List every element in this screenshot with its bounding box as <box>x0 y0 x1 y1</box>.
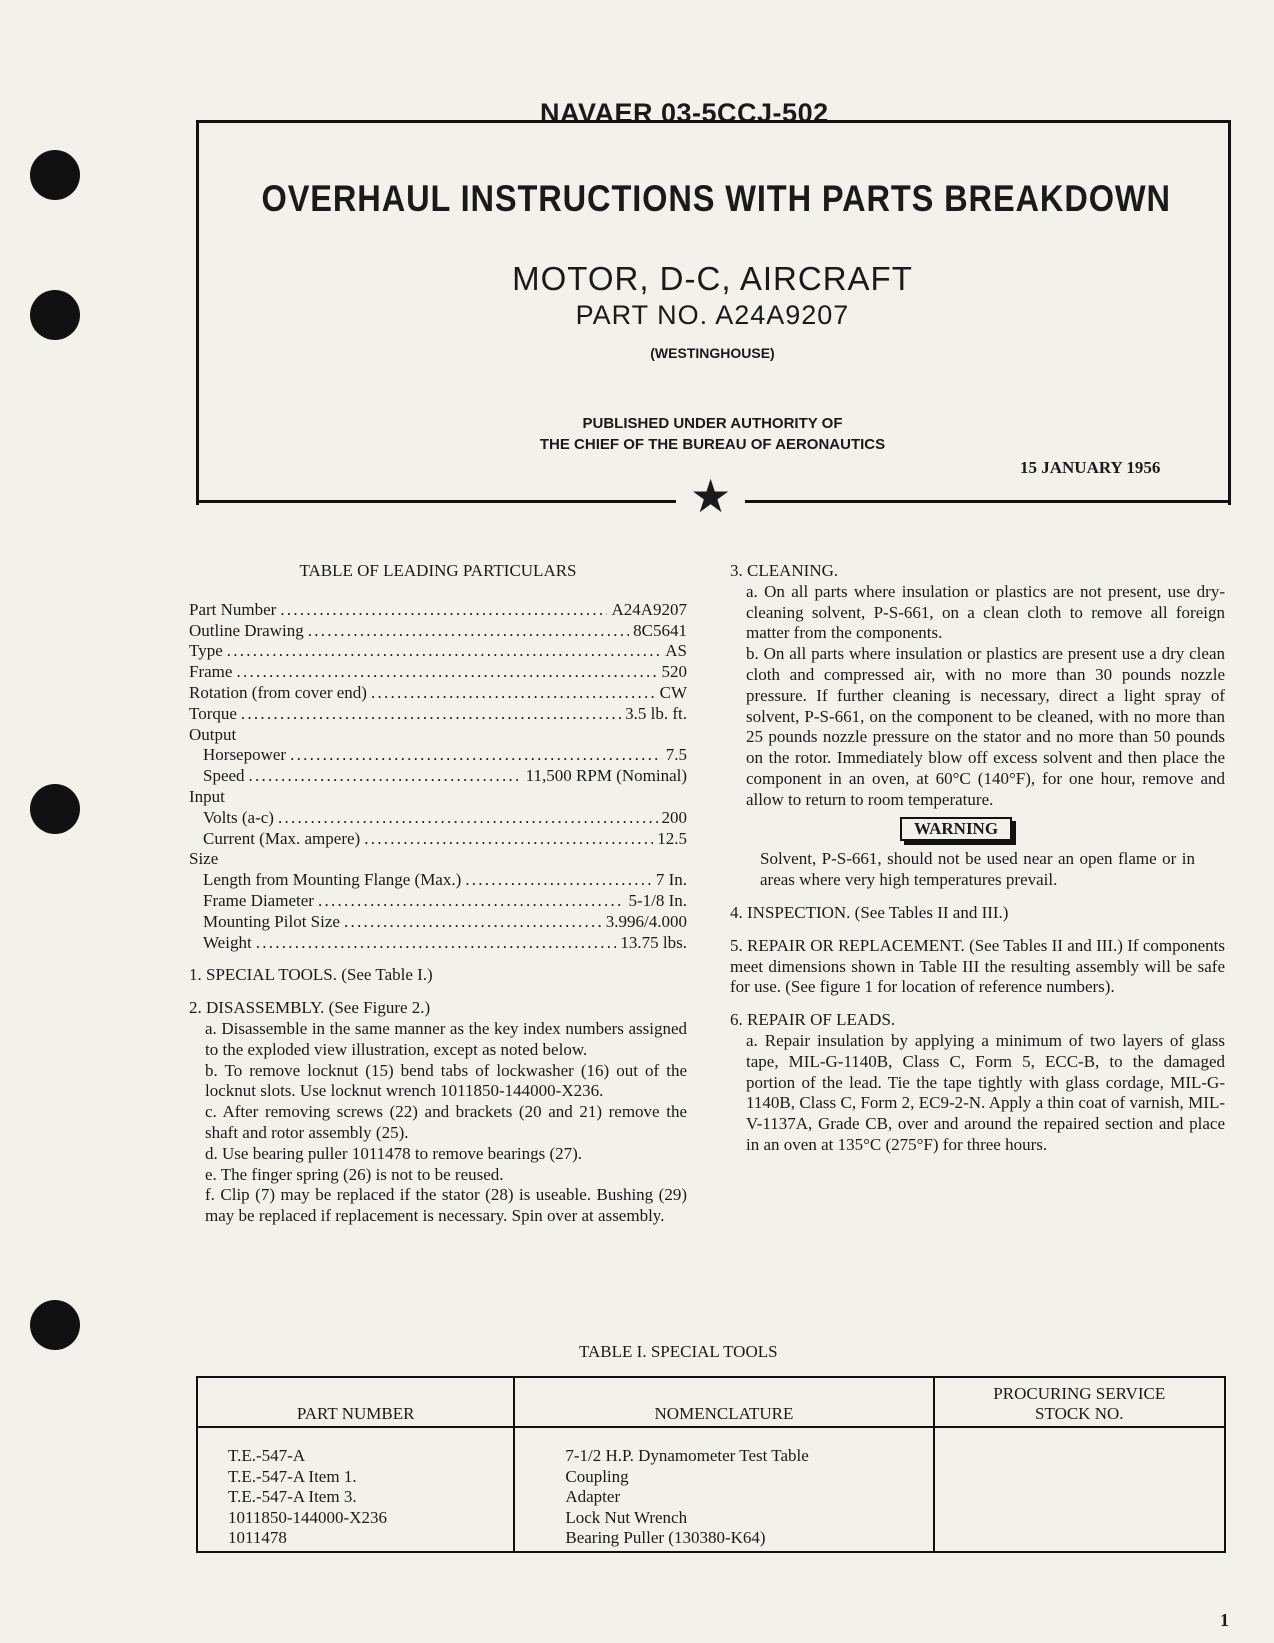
leader-dots <box>364 829 653 850</box>
particulars-value: A24A9207 <box>611 599 687 619</box>
particulars-value: 11,500 RPM (Nominal) <box>525 766 687 786</box>
leader-dots <box>249 766 522 787</box>
tool-nomenclature: 7-1/2 H.P. Dynamometer Test Table <box>565 1446 809 1465</box>
particulars-value: 7.5 <box>665 745 687 765</box>
disassembly-para-b: b. To remove locknut (15) bend tabs of lockwasher (16) out of the locknut slots. Use locknut wrench 1011850-144000-X236. <box>205 1060 687 1101</box>
tool-stock-no <box>965 1446 1216 1467</box>
particulars-value: 7 In. <box>655 870 687 890</box>
particulars-row <box>189 870 687 891</box>
particulars-label: Outline Drawing <box>189 620 304 640</box>
header-stock-no <box>934 1377 1225 1427</box>
leader-dots <box>256 933 617 954</box>
tool-part-number: T.E.-547-A Item 3. <box>228 1487 357 1506</box>
header-nomenclature: NOMENCLATURE <box>514 1377 933 1427</box>
particulars-label: Frame Diameter <box>203 890 314 910</box>
particulars-row <box>189 808 687 829</box>
particulars-row <box>189 829 687 850</box>
particulars-label: Part Number <box>189 599 277 619</box>
title-box-rule-left <box>196 500 676 503</box>
table-caption: TABLE I. SPECIAL TOOLS <box>579 1342 778 1361</box>
particulars-value: 3.996/4.000 <box>605 911 687 931</box>
particulars-value: 520 <box>661 662 687 682</box>
particulars-group-heading: Size <box>189 849 219 869</box>
header-part-number: PART NUMBER <box>197 1377 514 1427</box>
part-number-title: PART NO. A24A9207 <box>575 300 850 330</box>
right-column <box>730 561 1225 1156</box>
particulars-group-heading: Input <box>189 786 225 806</box>
particulars-value: 5-1/8 In. <box>628 890 687 910</box>
tool-part-number: 1011850-144000-X236 <box>228 1507 387 1527</box>
disassembly-para-a: a. Disassemble in the same manner as the key index numbers assigned to the exploded view illustration, except as noted below. <box>205 1018 687 1059</box>
leader-dots <box>308 621 629 642</box>
leading-particulars-list <box>189 600 687 954</box>
tool-nomenclature: Bearing Puller (130380-K64) <box>565 1528 766 1547</box>
section-inspection: 4. INSPECTION. (See Tables II and III.) <box>730 902 1009 922</box>
leading-particulars-title: TABLE OF LEADING PARTICULARS <box>299 561 577 580</box>
disassembly-para-d: d. Use bearing puller 1011478 to remove bearings (27). <box>205 1143 583 1163</box>
part-number-cell <box>197 1427 514 1552</box>
page-number: 1 <box>1220 1610 1229 1630</box>
particulars-value: 13.75 lbs. <box>620 932 687 952</box>
special-tools-table <box>196 1376 1226 1553</box>
leader-dots <box>318 891 625 912</box>
leader-dots <box>280 600 607 621</box>
authority-line-1: PUBLISHED UNDER AUTHORITY OF <box>582 415 843 432</box>
disassembly-para-f: f. Clip (7) may be replaced if the stator (28) is useable. Bushing (29) may be replaced if replacement is necessary. Spin over at assembly. <box>205 1185 687 1226</box>
particulars-label: Frame <box>189 662 233 682</box>
header-stock-line-1: PROCURING SERVICE <box>993 1384 1166 1403</box>
particulars-value: 12.5 <box>657 828 687 848</box>
header-stock-line-2: STOCK NO. <box>1035 1404 1124 1423</box>
tool-part-number: 1011478 <box>228 1528 287 1547</box>
tool-part-number: T.E.-547-A <box>228 1446 306 1465</box>
authority-line-2: THE CHIEF OF THE BUREAU OF AERONAUTICS <box>539 436 886 453</box>
disassembly-para-c: c. After removing screws (22) and brackets (20 and 21) remove the shaft and rotor assembly (25). <box>205 1102 687 1142</box>
binder-hole <box>30 1300 80 1350</box>
title-box-rule-right <box>745 500 1229 503</box>
particulars-row <box>189 704 687 725</box>
leader-dots <box>371 683 656 704</box>
section-repair-leads-heading: 6. REPAIR OF LEADS. <box>730 1010 896 1030</box>
binder-hole <box>30 150 80 200</box>
particulars-row <box>189 662 687 683</box>
particulars-label: Volts (a-c) <box>203 807 274 827</box>
leader-dots <box>227 641 662 662</box>
particulars-row <box>189 891 687 912</box>
leader-dots <box>236 662 657 683</box>
particulars-value: 200 <box>661 807 687 827</box>
document-title: OVERHAUL INSTRUCTIONS WITH PARTS BREAKDOWN <box>261 178 1171 219</box>
particulars-row <box>189 600 687 621</box>
particulars-label: Type <box>189 641 223 661</box>
particulars-value: 8C5641 <box>633 620 687 640</box>
equipment-title: MOTOR, D-C, AIRCRAFT <box>512 260 913 297</box>
tool-stock-no <box>965 1467 1216 1488</box>
tool-part-number: T.E.-547-A Item 1. <box>228 1466 357 1486</box>
particulars-label: Torque <box>189 703 237 723</box>
document-number: NAVAER 03-5CCJ-502 <box>540 98 829 128</box>
particulars-value: AS <box>665 641 687 661</box>
binder-hole <box>30 784 80 834</box>
particulars-label: Mounting Pilot Size <box>203 911 340 931</box>
tool-nomenclature: Coupling <box>565 1466 629 1486</box>
binder-hole <box>30 290 80 340</box>
left-column <box>189 561 687 1227</box>
particulars-label: Horsepower <box>203 745 287 765</box>
particulars-row <box>189 933 687 954</box>
section-repair-replacement: 5. REPAIR OR REPLACEMENT. (See Tables II and III.) If components meet dimensions shown in Table III the resulting assembly will be safe for use. (See figure 1 for location of reference numbers). <box>730 935 1225 997</box>
particulars-value: 3.5 lb. ft. <box>625 703 687 723</box>
tool-stock-no <box>965 1487 1216 1508</box>
leader-dots <box>344 912 602 933</box>
particulars-label: Weight <box>203 932 252 952</box>
particulars-label: Speed <box>203 766 245 786</box>
section-disassembly-heading: 2. DISASSEMBLY. (See Figure 2.) <box>189 998 431 1018</box>
leader-dots <box>465 870 652 891</box>
cleaning-para-a: a. On all parts where insulation or plastics are not present, use dry-cleaning solvent, P-S-661, on a clean cloth to remove all foreign matter from the components. <box>746 581 1225 643</box>
section-special-tools: 1. SPECIAL TOOLS. (See Table I.) <box>189 965 433 985</box>
leader-dots <box>241 704 621 725</box>
particulars-group-heading: Output <box>189 724 237 744</box>
particulars-label: Current (Max. ampere) <box>203 828 361 848</box>
warning-label: WARNING <box>900 817 1012 842</box>
publication-date: 15 JANUARY 1956 <box>1020 458 1161 477</box>
particulars-value: CW <box>659 682 687 702</box>
warning-text: Solvent, P-S-661, should not be used near an open flame or in areas where very high temperatures prevail. <box>760 849 1195 890</box>
tool-nomenclature: Adapter <box>565 1487 621 1506</box>
leader-dots <box>290 745 662 766</box>
repair-leads-para-a: a. Repair insulation by applying a minimum of two layers of glass tape, MIL-G-1140B, Class C, Form 5, ECC-B, to the damaged portion of the lead. Tie the tape tightly with glass cordage, MIL-G-1140B, Class C, Form 2, EC9-2-N. Apply a thin coat of varnish, MIL-V-1137A, Grade CB, over and around the repaired section and place in an oven at 135°C (275°F) for three hours. <box>746 1030 1225 1154</box>
particulars-row <box>189 683 687 704</box>
tool-stock-no <box>965 1528 1216 1549</box>
star-icon: ★ <box>690 469 732 523</box>
tool-stock-no <box>965 1508 1216 1529</box>
particulars-label: Length from Mounting Flange (Max.) <box>203 870 462 890</box>
disassembly-para-e: e. The finger spring (26) is not to be reused. <box>205 1164 504 1184</box>
manufacturer: (WESTINGHOUSE) <box>650 345 775 361</box>
particulars-row <box>189 766 687 787</box>
leader-dots <box>278 808 658 829</box>
particulars-row <box>189 912 687 933</box>
particulars-label: Rotation (from cover end) <box>189 682 367 702</box>
cleaning-para-b: b. On all parts where insulation or plastics are present use a dry clean cloth and compressed air, with no more than 30 pounds nozzle pressure. If further cleaning is necessary, direct a light spray of solvent, P-S-661, on the component to be cleaned, with no more than 25 pounds nozzle pressure on the stator and no more than 50 pounds on the rotor. Immediately blow off excess solvent and then place the component in an oven, at 60°C (140°F), for one hour, remove and allow to return to room temperature. <box>746 644 1225 809</box>
tool-nomenclature: Lock Nut Wrench <box>565 1507 688 1527</box>
particulars-row <box>189 641 687 662</box>
nomenclature-cell <box>514 1427 933 1552</box>
particulars-row <box>189 621 687 642</box>
stock-cell <box>934 1427 1225 1552</box>
section-cleaning-heading: 3. CLEANING. <box>730 561 839 580</box>
particulars-row <box>189 745 687 766</box>
